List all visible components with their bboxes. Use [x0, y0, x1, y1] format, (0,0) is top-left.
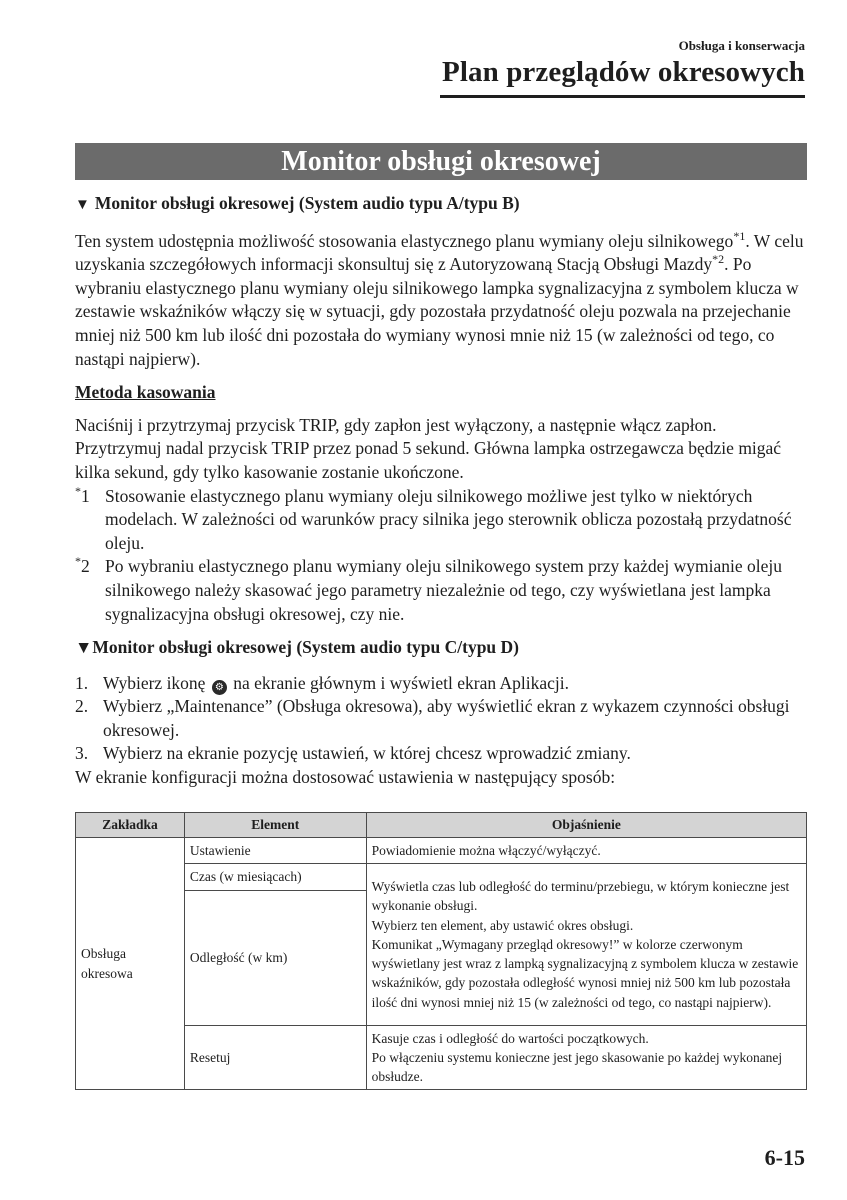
intro-text-2: . W celu uzyskania szczegółowych informacji skonsultuj się z Autoryzowaną Stacją Obsługi Mazdy	[75, 230, 804, 275]
footnote-1	[75, 485, 807, 556]
column-header: Element	[184, 813, 366, 838]
subheading-text: Monitor obsługi okresowej (System audio typu A/typu B)	[94, 193, 520, 213]
section-banner: Monitor obsługi okresowej	[75, 143, 807, 180]
chapter-label: Obsługa i konserwacja	[678, 38, 805, 53]
applications-icon: ⚙	[212, 680, 227, 695]
step-1	[75, 672, 807, 696]
element-cell: Ustawienie	[184, 838, 366, 864]
step-3	[75, 742, 807, 766]
triangle-down-icon: ▼	[75, 197, 90, 213]
element-cell: Czas (w miesiącach)	[184, 864, 366, 890]
page-number: 6-15	[764, 1145, 805, 1170]
description-cell: Wyświetla czas lub odległość do terminu/przebiegu, w którym konieczne jest wykonanie obsługi. Wybierz ten element, aby ustawić okres obsługi. Komunikat „Wymagany przegląd okresowy!” w kolorze czerwonym wyświetlany jest wraz z lampką sygnalizacyjną z symbolem klucza w zestawie wskaźników, gdy pozostała odległość wynosi mniej niż 500 km lub pozostała ilość dni wynosi mniej niż 15 (w zależności od tego, co nastąpi najpierw).	[366, 864, 806, 1025]
step-number: 3.	[75, 743, 89, 764]
page-title: Plan przeglądów okresowych	[442, 56, 805, 88]
intro-text-1: Ten system udostępnia możliwość stosowania elastycznego planu wymiany oleju silnikowego	[75, 230, 734, 251]
method-paragraph: Naciśnij i przytrzymaj przycisk TRIP, gdy zapłon jest wyłączony, a następnie włącz zapłon. Przytrzymuj nadal przycisk TRIP przez ponad 5 sekund. Główna lampka ostrzegawcza będzie migać kilka sekund, gdy tylko kasowanie zostanie ukończone.	[75, 414, 782, 482]
step-text: na ekranie głównym i wyświetl ekran Aplikacji.	[233, 672, 570, 693]
footnote-mark: *1	[75, 483, 90, 506]
step-text: Wybierz „Maintenance” (Obsługa okresowa), aby wyświetlić ekran z wykazem czynności obsługi okresowej.	[103, 696, 790, 740]
tab-cell: Obsługa okresowa	[76, 838, 185, 1090]
description-cell: Kasuje czas i odległość do wartości początkowych. Po włączeniu systemu konieczne jest jego skasowanie po każdej wykonanej obsłudze.	[366, 1025, 806, 1090]
element-cell: Resetuj	[184, 1025, 366, 1090]
element-cell: Odległość (w km)	[184, 890, 366, 1025]
step-text: Wybierz na ekranie pozycję ustawień, w której chcesz wprowadzić zmiany.	[103, 743, 631, 764]
triangle-down-icon: ▼	[75, 637, 93, 658]
step-number: 1.	[75, 672, 89, 693]
footnote-mark: *2	[75, 554, 90, 577]
table-row	[76, 864, 807, 890]
step-text: Wybierz ikonę	[103, 672, 206, 693]
footnote-ref-1: *1	[733, 228, 746, 243]
content-body	[75, 192, 807, 790]
column-header: Objaśnienie	[366, 813, 806, 838]
table-row	[76, 838, 807, 864]
method-heading: Metoda kasowania	[75, 382, 216, 403]
footnote-ref-2: *2	[712, 252, 725, 267]
subheading-text: Monitor obsługi okresowej (System audio typu C/typu D)	[92, 637, 520, 658]
footnote-text: Stosowanie elastycznego planu wymiany oleju silnikowego możliwe jest tylko w niektórych modelach. W zależności od warunków pracy silnika jego sterownik oblicza pozostałą przydatność oleju.	[105, 485, 792, 553]
intro-paragraph	[75, 230, 807, 372]
footnote-2	[75, 555, 807, 626]
subheading-audio-a-b	[75, 192, 807, 218]
settings-table	[75, 812, 807, 1090]
config-intro: W ekranie konfiguracji można dostosować ustawienia w następujący sposób:	[75, 767, 616, 788]
subheading-audio-c-d	[75, 636, 807, 660]
intro-text-3: . Po wybraniu elastycznego planu wymiany oleju silnikowego lampka sygnalizacyjna z symbolem klucza w zestawie wskaźników włączy się w sytuacji, gdy pozostała przydatność oleju pozwala na przejechanie mniej niż 500 km lub ilość dni pozostała do wymiany wynosi mnie niż 15 (w zależności od tego, co nastąpi najpierw).	[75, 254, 799, 369]
description-cell: Powiadomienie można włączyć/wyłączyć.	[366, 838, 806, 864]
step-number: 2.	[75, 696, 89, 717]
footnote-text: Po wybraniu elastycznego planu wymiany oleju silnikowego system przy każdej wymianie oleju silnikowego należy skasować jego parametry niezależnie od tego, czy wyświetlana jest lampka sygnalizacyjna obsługi okresowej, czy nie.	[105, 556, 782, 624]
column-header: Zakładka	[76, 813, 185, 838]
table-header-row	[76, 813, 807, 838]
step-2	[75, 695, 807, 742]
header-rule	[440, 95, 805, 98]
table-row	[76, 1025, 807, 1090]
